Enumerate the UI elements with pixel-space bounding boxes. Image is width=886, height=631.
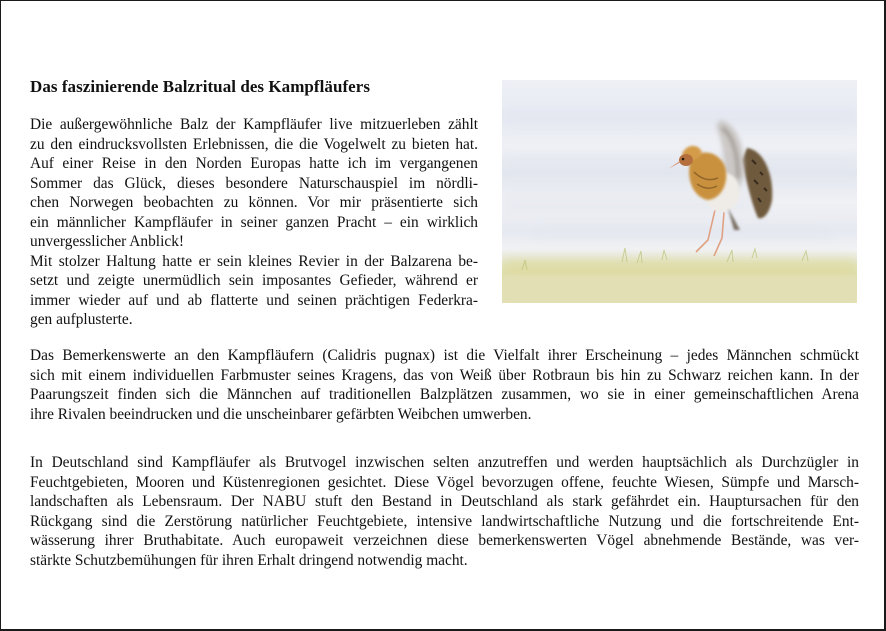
text-line: Feuchtgebieten, Mooren und Küstenregionen gesichtet. Diese Vögel bevorzugen offene, feuchte Wiesen, Sümpfe und Marsch- (30, 473, 859, 491)
germany-paragraph (30, 453, 859, 570)
text-line: immer wieder auf und ab flatterte und seinen prächtigen Federkra- (30, 291, 478, 309)
ruff-bird-photo (502, 80, 857, 303)
text-line: ein männlicher Kampfläufer in seiner ganzen Pracht – ein wirklich (30, 213, 478, 231)
text-line: Rückgang sind die Zerstörung natürlicher Feuchtgebiete, intensive landwirtschaftliche Nutzung und die fortschreitende Ent- (30, 512, 859, 530)
text-line: Das Bemerkenswerte an den Kampfläufern (Calidris pugnax) ist die Vielfalt ihrer Erscheinung – jedes Männchen schmückt (30, 347, 859, 364)
text-line: sich mit einem individuellen Farbmuster seines Kragens, das von Weiß über Rotbraun bis hin zu Schwarz reichen kann. In der (30, 366, 859, 384)
text-line: landschaften als Lebensraum. Der NABU stuft den Bestand in Deutschland als stark gefährdet ein. Hauptursachen für den (30, 493, 859, 511)
text-line: gen aufplusterte. (30, 311, 133, 329)
water-background (502, 110, 857, 236)
text-line: Mit stolzer Haltung hatte er sein kleines Revier in der Balzarena be- (30, 252, 478, 270)
text-line: chen Norwegen beobachten zu können. Vor mir präsentierte sich (30, 194, 478, 212)
text-line: unvergesslicher Anblick! (30, 233, 185, 251)
text-line: setzt und zeigte unermüdlich sein imposantes Gefieder, während er (30, 272, 478, 290)
ruff-bird-illustration (502, 80, 857, 303)
text-line: stärkte Schutzbemühungen für ihren Erhalt dringend notwendig macht. (30, 551, 468, 569)
calidris-paragraph (30, 346, 859, 424)
text-line: zu den eindrucksvollsten Erlebnissen, die die Vogelwelt zu bieten hat. (30, 135, 478, 153)
text-line: wässerung ihrer Bruthabitate. Auch europaweit verzeichnen diese bemerkenswerten Vögel abnehmende Bestände, was ver- (30, 532, 859, 550)
text-line: ihre Rivalen beeindrucken und die unscheinbarer gefärbten Weibchen umwerben. (30, 405, 532, 423)
text-line: Paarungszeit finden sich die Männchen auf traditionellen Balzplätzen zusammen, wo sie in einer gemeinschaftlichen Arena (30, 386, 859, 404)
text-line: Auf einer Reise in den Norden Europas hatte ich im vergangenen (30, 155, 478, 173)
text-line: In Deutschland sind Kampfläufer als Brutvogel inzwischen selten anzutreffen und werden hauptsächlich als Durchzügler in (30, 454, 859, 471)
intro-paragraph (30, 115, 478, 330)
article-title: Das faszinierende Balzritual des Kampfläufers (30, 77, 371, 96)
text-line: Sommer das Glück, dieses besondere Naturschauspiel im nördli- (30, 174, 478, 192)
text-line: Die außergewöhnliche Balz der Kampfläufer live mitzuerleben zählt (30, 116, 478, 133)
grass-foreground (502, 248, 857, 303)
